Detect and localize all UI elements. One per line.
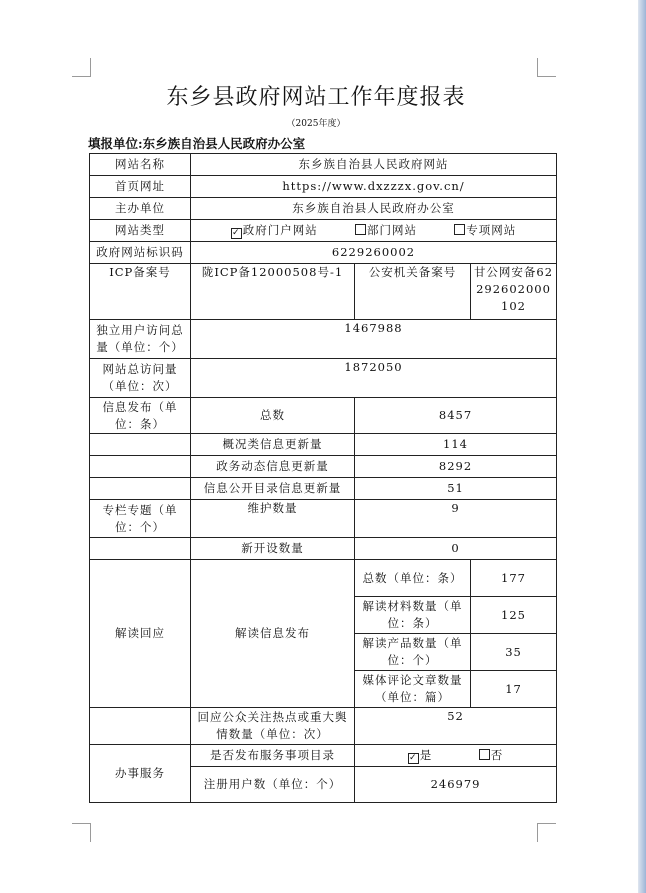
row-label: 政府网站标识码: [90, 242, 191, 264]
overview-value: 114: [355, 434, 557, 456]
row-sublabel: 是否发布服务事项目录: [191, 745, 355, 767]
checkbox-empty: [355, 224, 366, 235]
site-type-options: [191, 220, 557, 242]
site-type-option: 部门网站: [367, 223, 418, 237]
row-sublabel: 新开设数量: [191, 538, 355, 560]
checkbox-empty: [479, 749, 490, 760]
table-row: [90, 560, 557, 597]
row-label: 网站名称: [90, 154, 191, 176]
total-visits-value: 1872050: [191, 359, 557, 398]
row-label: 办事服务: [90, 745, 191, 803]
home-url-value: https://www.dxzzzx.gov.cn/: [191, 176, 557, 198]
row-label: 网站总访问量（单位：次）: [90, 359, 191, 398]
table-row: [90, 745, 557, 767]
page-corner-mark: [72, 823, 91, 842]
no-option: 否: [490, 748, 504, 762]
table-row: [90, 538, 557, 560]
table-row: [90, 264, 557, 320]
checkbox-empty: [454, 224, 465, 235]
row-sublabel: 信息公开目录信息更新量: [191, 478, 355, 500]
media-value: 17: [471, 671, 557, 708]
table-row: [90, 359, 557, 398]
police-record-value: 甘公网安备62292602000102: [471, 264, 557, 320]
table-row: [90, 500, 557, 538]
report-year: （2025年度）: [286, 119, 346, 129]
catalog-options: [355, 745, 557, 767]
new-columns-value: 0: [355, 538, 557, 560]
page-corner-mark: [72, 58, 91, 77]
table-row: [90, 708, 557, 745]
site-type-option: 政府门户网站: [242, 223, 318, 237]
row-label: 信息发布（单位：条）: [90, 398, 191, 434]
page-corner-mark: [537, 58, 556, 77]
interpret-total-value: 177: [471, 560, 557, 597]
table-row: [90, 198, 557, 220]
table-row: [90, 398, 557, 434]
icp-value: 陇ICP备12000508号-1: [191, 264, 355, 320]
row-sublabel: 政务动态信息更新量: [191, 456, 355, 478]
table-row: [90, 478, 557, 500]
row-sublabel: 解读材料数量（单位：条）: [355, 597, 471, 634]
table-row: [90, 176, 557, 198]
product-value: 35: [471, 634, 557, 671]
maintain-value: 9: [355, 500, 557, 538]
site-name-value: 东乡族自治县人民政府网站: [191, 154, 557, 176]
checkbox-checked: ✓: [408, 753, 418, 763]
window-edge: [638, 0, 646, 893]
open-catalog-value: 51: [355, 478, 557, 500]
row-label: 解读回应: [90, 560, 191, 708]
row-sublabel: 注册用户数（单位：个）: [191, 767, 355, 803]
info-total-value: 8457: [355, 398, 557, 434]
table-row: [90, 154, 557, 176]
table-row: [90, 456, 557, 478]
unique-visitors-value: 1467988: [191, 320, 557, 359]
table-row: [90, 242, 557, 264]
row-label: 网站类型: [90, 220, 191, 242]
row-label: 首页网址: [90, 176, 191, 198]
hotspot-value: 52: [355, 708, 557, 745]
row-label: 主办单位: [90, 198, 191, 220]
row-label: 独立用户访问总量（单位：个）: [90, 320, 191, 359]
row-sublabel: 总数: [191, 398, 355, 434]
report-table: [89, 153, 557, 803]
row-sublabel: 回应公众关注热点或重大舆情数量（单位：次）: [191, 708, 355, 745]
host-unit-value: 东乡族自治县人民政府办公室: [191, 198, 557, 220]
row-label: 专栏专题（单位：个）: [90, 500, 191, 538]
site-type-option: 专项网站: [466, 223, 517, 237]
row-label: ICP备案号: [90, 264, 191, 320]
checkbox-checked: ✓: [231, 228, 241, 238]
registered-users-value: 246979: [355, 767, 557, 803]
table-row: [90, 220, 557, 242]
yes-option: 是: [419, 748, 433, 762]
page-corner-mark: [537, 823, 556, 842]
site-id-value: 6229260002: [191, 242, 557, 264]
table-row: [90, 434, 557, 456]
news-value: 8292: [355, 456, 557, 478]
material-value: 125: [471, 597, 557, 634]
row-sublabel: 解读产品数量（单位：个）: [355, 634, 471, 671]
filing-unit: 填报单位:东乡族自治县人民政府办公室: [88, 136, 306, 151]
row-sublabel: 概况类信息更新量: [191, 434, 355, 456]
row-sublabel: 媒体评论文章数量（单位：篇）: [355, 671, 471, 708]
row-sublabel: 维护数量: [191, 500, 355, 538]
report-title: 东乡县政府网站工作年度报表: [166, 85, 466, 110]
row-sublabel: 解读信息发布: [191, 560, 355, 708]
table-row: [90, 320, 557, 359]
police-record-label: 公安机关备案号: [355, 264, 471, 320]
row-sublabel: 总数（单位：条）: [355, 560, 471, 597]
